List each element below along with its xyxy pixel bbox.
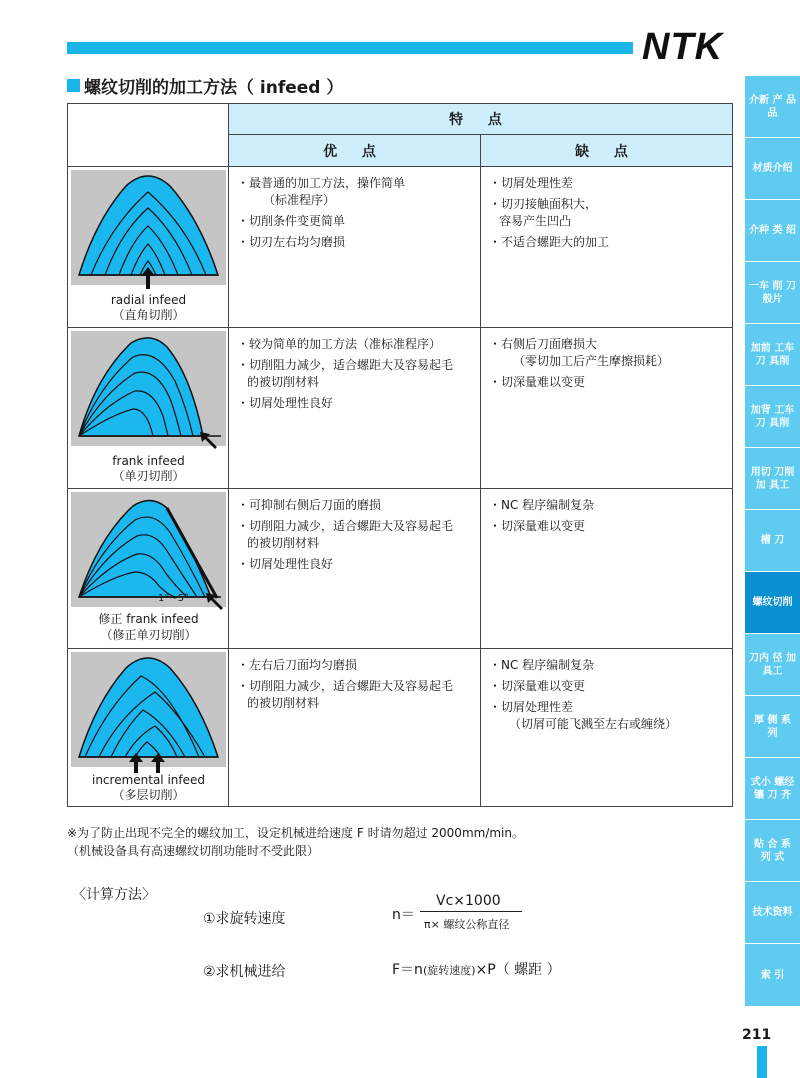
pros-item: ・ 切屑处理性良好 (235, 395, 474, 412)
top-accent-bar (67, 42, 633, 54)
diagram-cell (68, 649, 229, 806)
pros-sub: 的被切削材料 (247, 536, 320, 550)
cons-item: ・ 右侧后刀面磨损大 (487, 336, 726, 353)
sidebar-tab-grooving[interactable]: 槽 刀 (745, 510, 800, 572)
cons-sub: （切屑可能飞溅至左右或缠绕） (509, 717, 678, 731)
diagonal-arrow-icon (206, 593, 224, 611)
diagram-cell (68, 328, 229, 488)
page-number: 211 (742, 1027, 772, 1043)
up-arrow-icon (151, 753, 165, 773)
cons-item: ・ 切深量难以变更 (487, 678, 726, 695)
frank-infeed-diagram (71, 331, 226, 446)
pros-sub: （标准程序） (263, 193, 336, 207)
sidebar-tab-front-turning[interactable]: 加前 工车 刀 具削 (745, 324, 800, 386)
sidebar-tab-new-products[interactable]: 介新 产 品品 (745, 76, 800, 138)
sidebar-tab-general-turning[interactable]: 一车 削 刀 般片 (745, 262, 800, 324)
pros-item: ・ 切削阻力减少，适合螺距大及容易起毛 (235, 518, 474, 535)
cons-item: ・ 切刃接触面积大， (487, 196, 726, 213)
sidebar-tab-materials[interactable]: 材质介绍 (745, 138, 800, 200)
pros-cell (229, 649, 481, 806)
pros-item: ・ 最普通的加工方法，操作简单 (235, 175, 474, 192)
pros-cell (229, 167, 481, 327)
formula-2 (392, 959, 561, 979)
cons-item: ・ NC 程序编制复杂 (487, 497, 726, 514)
pros-item: ・ 切削阻力减少，适合螺距大及容易起毛 (235, 357, 474, 374)
caption-en: incremental infeed (91, 773, 206, 787)
section-heading (67, 74, 343, 96)
header-pros: 优 点 (229, 135, 481, 167)
table-row-modified-frank (68, 489, 732, 649)
pros-item: ・ 可抑制右侧后刀面的磨损 (235, 497, 474, 514)
up-arrow-icon (141, 267, 155, 289)
caption-en: radial infeed (110, 293, 187, 307)
formula-2-part-b: (旋转速度) (422, 964, 476, 977)
cons-cell (481, 649, 732, 806)
formula-1-lhs: n＝ (392, 907, 415, 923)
pros-cell (229, 328, 481, 488)
diagonal-arrow-icon (200, 432, 218, 450)
pros-item: ・ 较为简单的加工方法（准标准程序） (235, 336, 474, 353)
table-row-frank (68, 328, 732, 489)
incremental-infeed-diagram (71, 652, 226, 767)
up-arrow-icon (129, 753, 143, 773)
cons-cell (481, 167, 732, 327)
sidebar-tab-back-turning[interactable]: 加背 工车 刀 具削 (745, 386, 800, 448)
sidebar-tab-thick-series[interactable]: 厚 侧 系 列 (745, 696, 800, 758)
note-line-1: ※为了防止出现不完全的螺纹加工，设定机械进给速度 F 时请勿超过 2000mm/min。 (67, 826, 524, 840)
calc-title: 〈计算方法〉 (72, 887, 156, 903)
cons-cell (481, 489, 732, 648)
caption-en: 修正 frank infeed (98, 612, 199, 626)
formula-2-part-a: F＝n (392, 962, 423, 978)
caption-zh: （单刃切削） (112, 469, 185, 483)
pros-item: ・ 切削阻力减少，适合螺距大及容易起毛 (235, 678, 474, 695)
cons-item: ・ 切屑处理性差 (487, 175, 726, 192)
pros-item: ・ 左右后刀面均匀磨损 (235, 657, 474, 674)
header-features: 特 点 (229, 104, 732, 135)
formula-2-part-c: ×P（ 螺距 ） (475, 962, 561, 978)
header-cons: 缺 点 (481, 135, 732, 167)
calc-step-2: ②求机械进给 (203, 964, 286, 980)
sidebar-nav (745, 76, 800, 1006)
pros-item: ・ 切刃左右均匀磨损 (235, 234, 474, 251)
pros-item: ・ 切屑处理性良好 (235, 556, 474, 573)
heading-square-icon (67, 79, 80, 92)
cons-item: ・ NC 程序编制复杂 (487, 657, 726, 674)
page-number-bar (757, 1046, 767, 1078)
calc-step-1: ①求旋转速度 (203, 911, 286, 927)
sidebar-tab-index[interactable]: 索 引 (760, 969, 785, 981)
sidebar-tab-types[interactable]: 介种 类 绍 (745, 200, 800, 262)
caption-zh: （修正单刃切削） (100, 628, 197, 642)
header-blank-cell (68, 104, 229, 167)
caption-zh: （多层切削） (112, 788, 185, 802)
cons-item: ・ 切深量难以变更 (487, 374, 726, 391)
cons-item: ・ 切深量难以变更 (487, 518, 726, 535)
sidebar-tab-technical-data[interactable]: 技术资料 (745, 882, 800, 944)
table-row-radial (68, 167, 732, 328)
angle-label: 1°~5° (158, 593, 190, 604)
cons-sub: （零切加工后产生摩擦损耗） (513, 354, 670, 368)
brand-logo: NTK (642, 26, 724, 68)
diagram-cell (68, 167, 229, 327)
formula-1-numerator: Vc×1000 (436, 893, 501, 909)
cons-sub: 容易产生凹凸 (499, 214, 572, 228)
infeed-table (67, 103, 733, 807)
pros-sub: 的被切削材料 (247, 696, 320, 710)
pros-sub: 的被切削材料 (247, 375, 320, 389)
table-row-incremental (68, 649, 732, 806)
diagram-cell (68, 489, 229, 648)
sidebar-tab-small-diameter[interactable]: 式小 螺经 镶 刀 齐 (745, 758, 800, 820)
cons-item: ・ 不适合螺距大的加工 (487, 234, 726, 251)
pros-item: ・ 切削条件变更简单 (235, 213, 474, 230)
caption-en: frank infeed (112, 454, 185, 468)
pros-cell (229, 489, 481, 648)
modified-frank-infeed-diagram (71, 492, 226, 607)
formula-1-denominator: π× 螺纹公称直径 (424, 918, 510, 931)
heading-text: 螺纹切削的加工方法（ infeed ） (84, 77, 344, 98)
fraction-line (420, 911, 522, 912)
sidebar-tab-threading[interactable]: 螺纹切削 (745, 572, 800, 634)
sidebar-tab-boring[interactable]: 刀内 径 加 具工 (745, 634, 800, 696)
caption-zh: （直角切削） (112, 308, 185, 322)
sidebar-tab-cutoff[interactable]: 用切 刀削 加 具工 (745, 448, 800, 510)
cons-item: ・ 切屑处理性差 (487, 699, 726, 716)
note-line-2: （机械设备具有高速螺纹切削功能时不受此限） (67, 844, 320, 858)
cons-cell (481, 328, 732, 488)
sidebar-tab-bonded-series[interactable]: 贴 合 系 列 式 (745, 820, 800, 882)
